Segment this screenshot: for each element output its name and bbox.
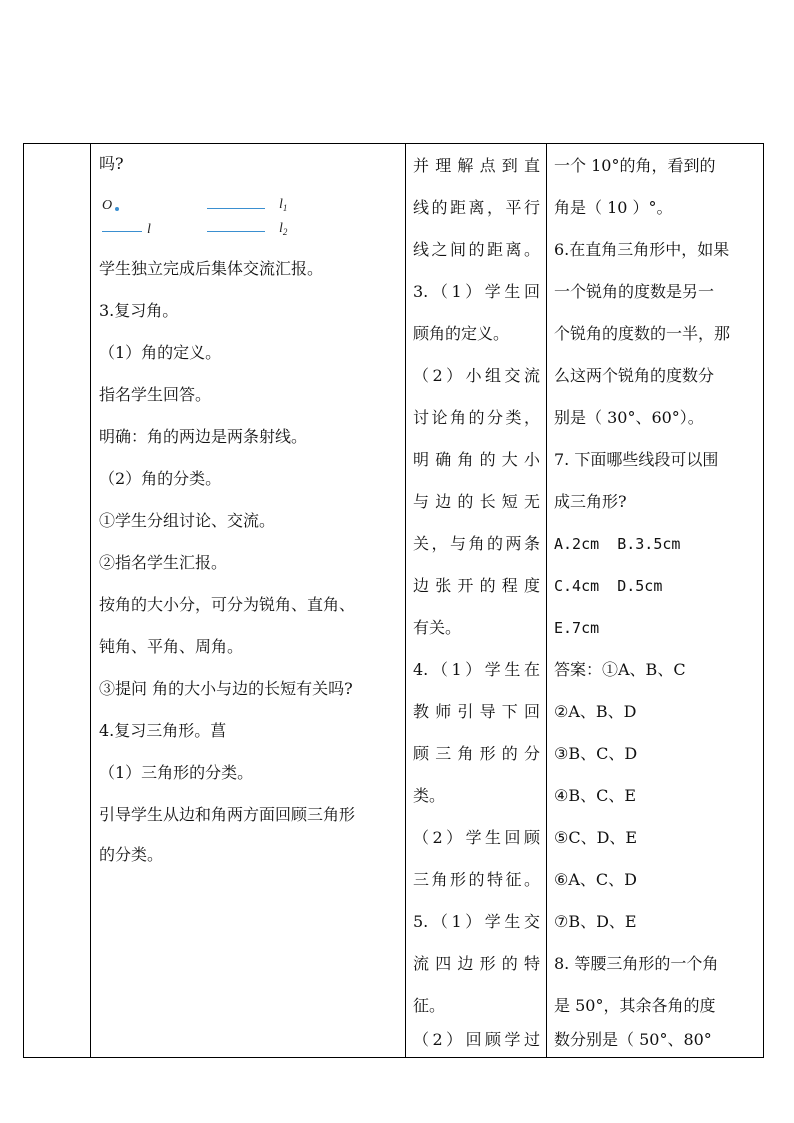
- text-line: ⑤C、D、E: [554, 828, 638, 847]
- text-line: 一个锐角的度数是另一: [554, 282, 715, 301]
- text-line: （2）角的分类。: [99, 469, 222, 488]
- text-line: 明确：角的两边是两条射线。: [99, 427, 308, 446]
- text-line: 钝角、平角、周角。: [99, 637, 244, 656]
- text-line: （2）小组交流: [413, 366, 540, 385]
- text-line: 讨论角的分类，: [413, 408, 540, 427]
- line-l-segment: [102, 231, 142, 232]
- text-line: 有关。: [413, 618, 462, 637]
- text-line: A.2cm B.3.5cm: [554, 535, 681, 553]
- text-line: 指名学生回答。: [99, 385, 212, 404]
- text-line: 明确角的大小: [413, 450, 540, 469]
- text-line: 征。: [413, 996, 446, 1015]
- text-line: 6.在直角三角形中，如果: [554, 240, 730, 259]
- column-divider: [90, 144, 91, 1057]
- text-line: （2）回顾学过: [413, 1030, 540, 1049]
- text-line: 线之间的距离。: [413, 240, 540, 259]
- text-line: ③提问 角的大小与边的长短有关吗?: [99, 679, 353, 698]
- text-line: 7. 下面哪些线段可以围: [554, 450, 719, 469]
- text-line: 一个 10°的角，看到的: [554, 156, 716, 175]
- point-label: O: [102, 198, 113, 213]
- line-l1-segment: [207, 208, 265, 209]
- text-line: 成三角形?: [554, 492, 627, 511]
- text-line: 3.（1）学生回: [413, 282, 540, 301]
- text-line: 是 50°，其余各角的度: [554, 996, 716, 1015]
- text-line: 顾三角形的分: [413, 744, 540, 763]
- text-line: 4.（1）学生在: [413, 660, 540, 679]
- text-line: 顾角的定义。: [413, 324, 510, 343]
- text-line: 吗?: [99, 154, 124, 173]
- text-line: E.7cm: [554, 619, 600, 637]
- column-1: [24, 144, 90, 1057]
- text-line: 教师引导下回: [413, 702, 540, 721]
- text-line: 个锐角的度数的一半，那: [554, 324, 731, 343]
- column-divider: [546, 144, 547, 1057]
- text-line: 引导学生从边和角两方面回顾三角形: [99, 805, 356, 824]
- text-line: 三角形的特征。: [413, 870, 540, 889]
- line-l2-label: $l_2$: [279, 221, 288, 237]
- text-line: （1）角的定义。: [99, 343, 222, 362]
- line-l1-label: $l_1$: [279, 197, 288, 213]
- column-student-activity: [413, 144, 540, 1057]
- text-line: 类。: [413, 786, 446, 805]
- text-line: 答案：①A、B、C: [554, 660, 686, 679]
- line-l-label: l: [147, 222, 151, 237]
- line-figure: [99, 196, 399, 246]
- column-teaching-process: [99, 144, 399, 1057]
- text-line: C.4cm D.5cm: [554, 577, 663, 595]
- text-line: 边张开的程度: [413, 576, 540, 595]
- text-line: ①学生分组讨论、交流。: [99, 511, 276, 530]
- text-line: 数分别是（ 50°、80°: [554, 1030, 712, 1049]
- text-line: 别是（ 30°、60°）。: [554, 408, 704, 427]
- text-line: 关，与角的两条: [413, 534, 540, 553]
- text-line: ②A、B、D: [554, 702, 637, 721]
- text-line: ⑥A、C、D: [554, 870, 637, 889]
- text-line: 3.复习角。: [99, 301, 179, 320]
- column-divider: [405, 144, 406, 1057]
- text-line: ④B、C、E: [554, 786, 637, 805]
- text-line: 与边的长短无: [413, 492, 540, 511]
- text-line: 并理解点到直: [413, 156, 540, 175]
- text-line: 流四边形的特: [413, 954, 540, 973]
- lesson-table: [23, 143, 764, 1058]
- text-line: 的分类。: [99, 845, 164, 864]
- text-line: 么这两个锐角的度数分: [554, 366, 715, 385]
- point-dot: [115, 207, 119, 211]
- text-line: ⑦B、D、E: [554, 912, 637, 931]
- text-line: （2）学生回顾: [413, 828, 540, 847]
- text-line: 4.复习三角形。菖: [99, 721, 227, 740]
- text-line: 5.（1）学生交: [413, 912, 540, 931]
- text-line: 8. 等腰三角形的一个角: [554, 954, 719, 973]
- text-line: （1）三角形的分类。: [99, 763, 254, 782]
- text-line: ③B、C、D: [554, 744, 638, 763]
- text-line: 线的距离，平行: [413, 198, 540, 217]
- line-l2-segment: [207, 231, 265, 232]
- text-line: 角是（ 10 ）°。: [554, 198, 673, 217]
- text-line: 按角的大小分，可分为锐角、直角、: [99, 595, 356, 614]
- text-line: ②指名学生汇报。: [99, 553, 228, 572]
- text-line: 学生独立完成后集体交流汇报。: [99, 259, 324, 278]
- column-exercises: [554, 144, 760, 1057]
